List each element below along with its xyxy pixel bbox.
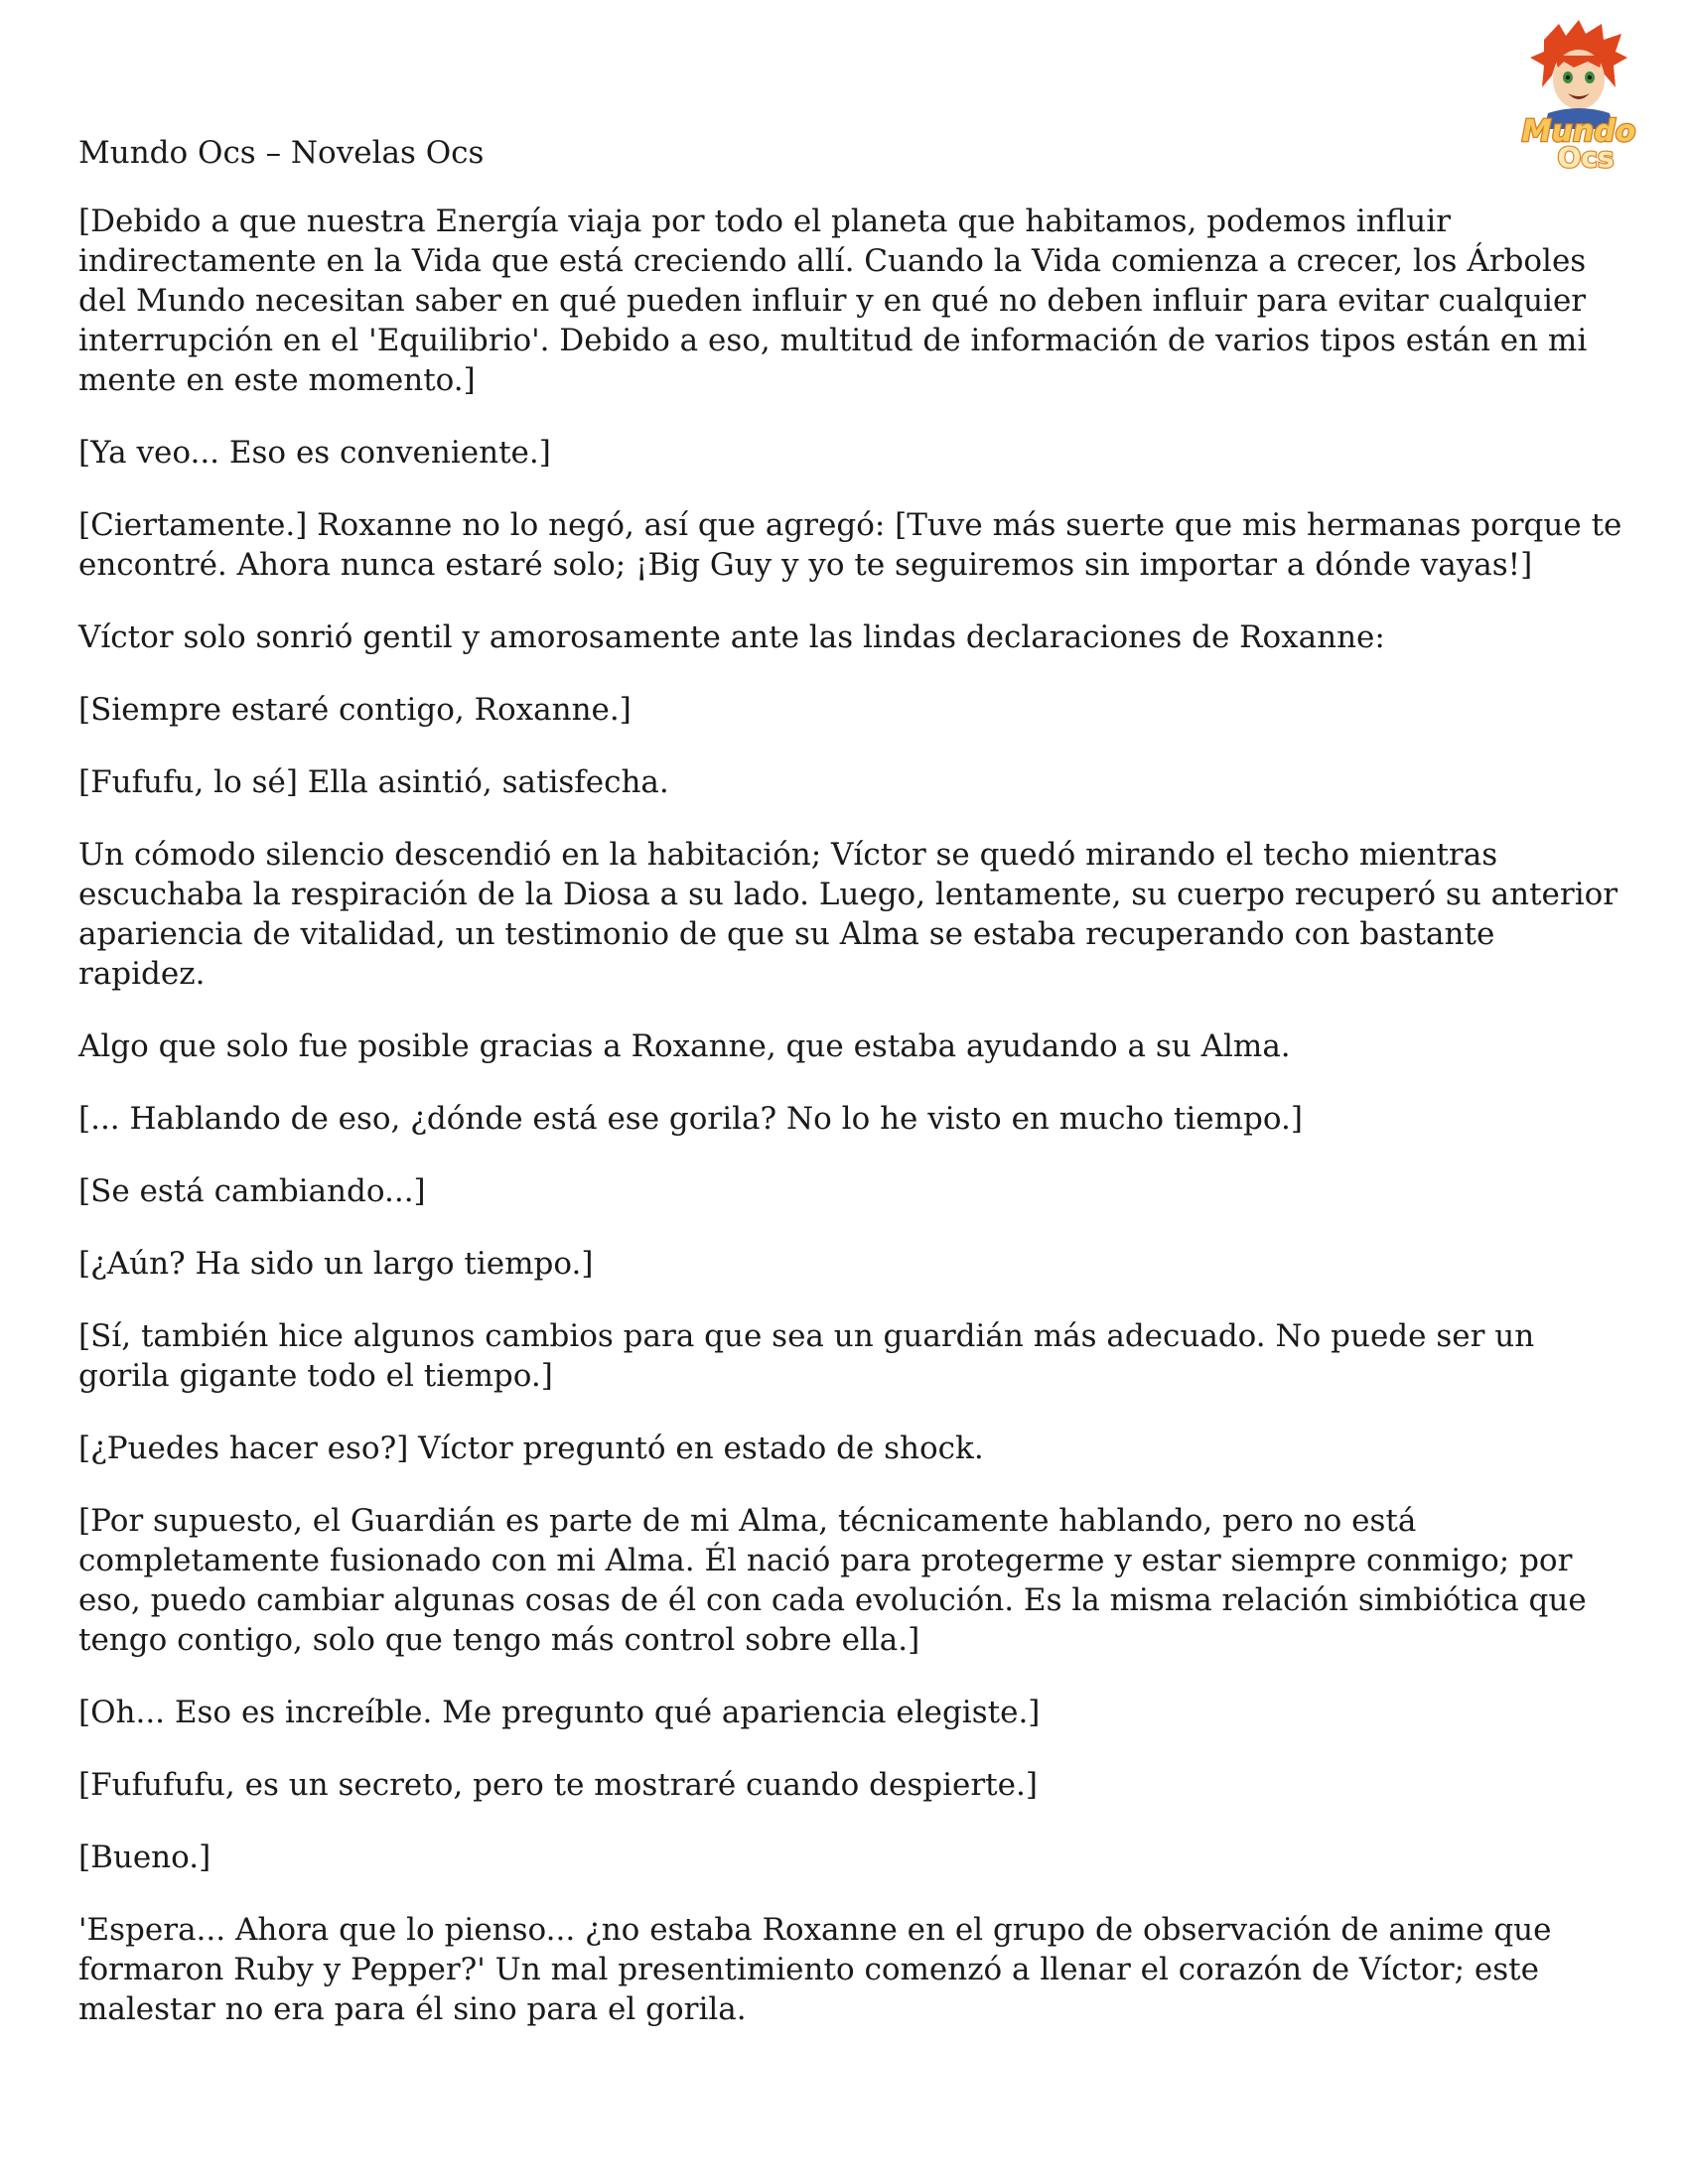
paragraph: [Bueno.] bbox=[78, 1840, 211, 1875]
paragraph: [Siempre estaré contigo, Roxanne.] bbox=[78, 692, 632, 728]
paragraph: Algo que solo fue posible gracias a Roxanne, que estaba ayudando a su Alma. bbox=[78, 1028, 1291, 1064]
paragraph: 'Espera... Ahora que lo pienso... ¿no estaba Roxanne en el grupo de observación de anime que formaron Ruby y Pepper?' Un mal presentimiento comenzó a llenar el corazón de Víctor; este malestar no era para él sino para el gorila. bbox=[78, 1912, 1552, 2027]
site-title: Mundo Ocs – Novelas Ocs bbox=[78, 135, 485, 171]
chapter-body bbox=[78, 202, 1627, 2062]
mundo-ocs-logo bbox=[1504, 18, 1653, 173]
paragraph: [Ciertamente.] Roxanne no lo negó, así que agregó: [Tuve más suerte que mis hermanas porque te encontré. Ahora nunca estaré solo; ¡Big Guy y yo te seguiremos sin importar a dónde vayas!] bbox=[78, 507, 1622, 583]
paragraph: [Fufufufu, es un secreto, pero te mostraré cuando despierte.] bbox=[78, 1767, 1038, 1803]
paragraph: Un cómodo silencio descendió en la habitación; Víctor se quedó mirando el techo mientras escuchaba la respiración de la Diosa a su lado. Luego, lentamente, su cuerpo recuperó su anterior apariencia de vitalidad, un testimonio de que su Alma se estaba recuperando con bastante rapidez. bbox=[78, 837, 1618, 992]
paragraph: [Sí, también hice algunos cambios para que sea un guardián más adecuado. No puede ser un gorila gigante todo el tiempo.] bbox=[78, 1318, 1535, 1394]
paragraph: [¿Puedes hacer eso?] Víctor preguntó en estado de shock. bbox=[78, 1431, 984, 1466]
paragraph: [Debido a que nuestra Energía viaja por todo el planeta que habitamos, podemos influir indirectamente en la Vida que está creciendo allí. Cuando la Vida comienza a crecer, los Árboles del Mundo necesitan saber en qué pueden influir y en qué no deben influir para evitar cualquier interrupción en el 'Equilibrio'. Debido a eso, multitud de información de varios tipos están en mi mente en este momento.] bbox=[78, 204, 1588, 398]
paragraph: [¿Aún? Ha sido un largo tiempo.] bbox=[78, 1246, 594, 1282]
logo-text-line1: Mundo bbox=[1521, 114, 1636, 149]
paragraph: [Fufufu, lo sé] Ella asintió, satisfecha. bbox=[78, 764, 669, 800]
paragraph: Víctor solo sonrió gentil y amorosamente ante las lindas declaraciones de Roxanne: bbox=[78, 619, 1385, 655]
paragraph: [Oh... Eso es increíble. Me pregunto qué apariencia elegiste.] bbox=[78, 1695, 1041, 1730]
logo-text-line2: Ocs bbox=[1557, 141, 1615, 173]
paragraph: [Ya veo... Eso es conveniente.] bbox=[78, 435, 551, 471]
paragraph: [... Hablando de eso, ¿dónde está ese gorila? No lo he visto en mucho tiempo.] bbox=[78, 1101, 1303, 1137]
paragraph: [Se está cambiando...] bbox=[78, 1173, 426, 1209]
paragraph: [Por supuesto, el Guardián es parte de mi Alma, técnicamente hablando, pero no está completamente fusionado con mi Alma. Él nació para protegerme y estar siempre conmigo; por eso, puedo cambiar algunas cosas de él con cada evolución. Es la misma relación simbiótica que tengo contigo, solo que tengo más control sobre ella.] bbox=[78, 1503, 1587, 1658]
